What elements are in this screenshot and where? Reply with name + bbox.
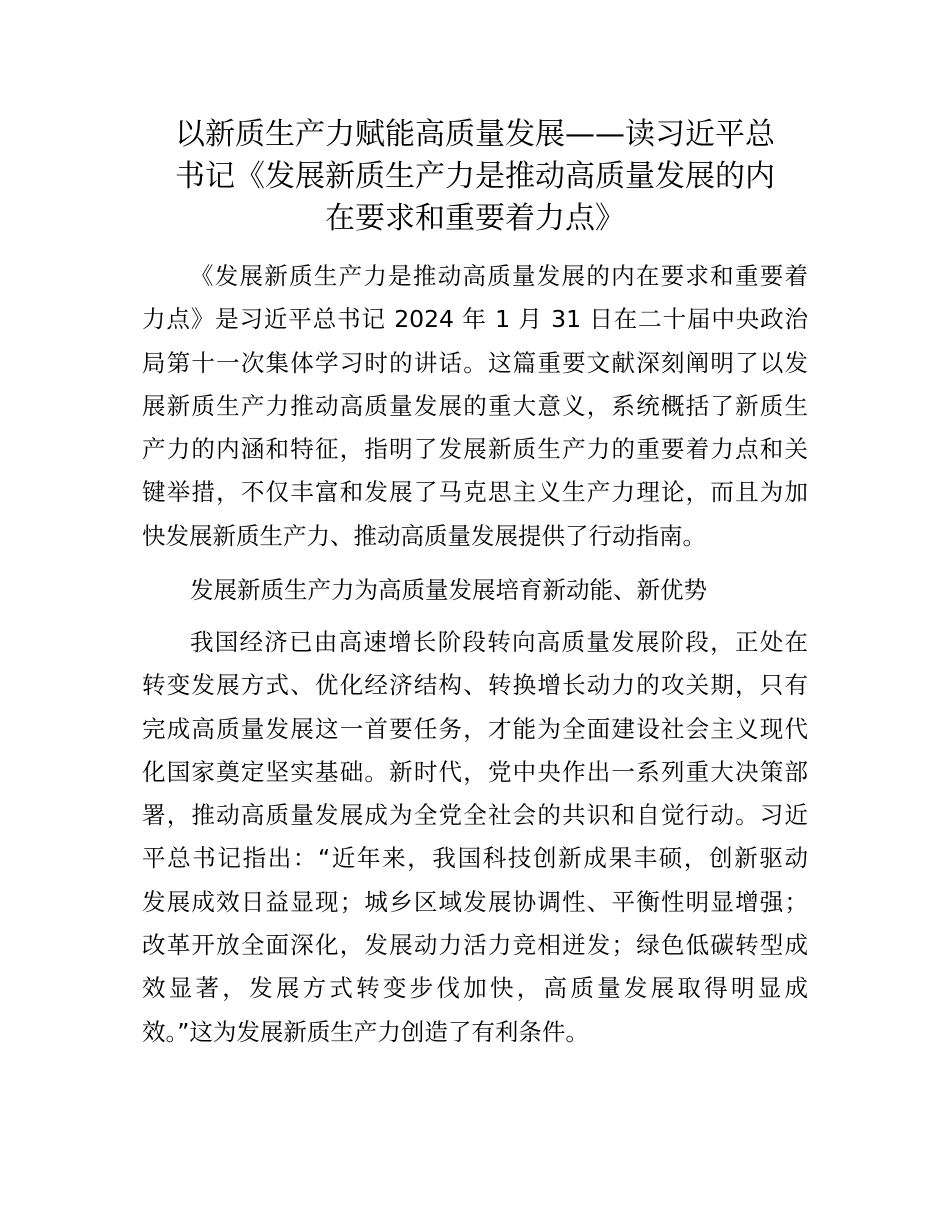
text-line: 力点》是习近平总书记 2024 年 1 月 31 日在二十届中央政治 bbox=[142, 305, 808, 334]
text-line: 展新质生产力推动高质量发展的重大意义，系统概括了新质生 bbox=[142, 391, 808, 420]
text-line: 局第十一次集体学习时的讲话。这篇重要文献深刻阐明了以发 bbox=[142, 348, 808, 377]
title-line: 在要求和重要着力点》 bbox=[325, 201, 625, 236]
title-line: 书记《发展新质生产力是推动高质量发展的内 bbox=[175, 159, 775, 194]
text-line: 完成高质量发展这一首要任务，才能为全面建设社会主义现代 bbox=[142, 714, 808, 743]
text-line: 改革开放全面深化，发展动力活力竞相迸发；绿色低碳转型成 bbox=[142, 931, 808, 960]
paragraph-body bbox=[142, 621, 808, 1054]
section-heading-text: 发展新质生产力为高质量发展培育新动能、新优势 bbox=[190, 576, 707, 604]
text-line: 发展成效日益显现；城乡区域发展协调性、平衡性明显增强； bbox=[142, 887, 808, 916]
text-line: 产力的内涵和特征，指明了发展新质生产力的重要着力点和关 bbox=[142, 435, 808, 464]
text-line: 效显著，发展方式转变步伐加快，高质量发展取得明显成 bbox=[142, 974, 808, 1003]
text-line: 效。”这为发展新质生产力创造了有利条件。 bbox=[142, 1017, 589, 1046]
text-line: 键举措，不仅丰富和发展了马克思主义生产力理论，而且为加 bbox=[142, 478, 808, 507]
paragraph-intro bbox=[142, 255, 808, 558]
text-line: 化国家奠定坚实基础。新时代，党中央作出一系列重大决策部 bbox=[142, 757, 808, 786]
text-line: 快发展新质生产力、推动高质量发展提供了行动指南。 bbox=[142, 521, 706, 550]
document-title bbox=[140, 114, 810, 240]
text-line: 平总书记指出：“近年来，我国科技创新成果丰硕，创新驱动 bbox=[142, 844, 808, 873]
title-line: 以新质生产力赋能高质量发展——读习近平总 bbox=[175, 117, 775, 152]
text-line: 署，推动高质量发展成为全党全社会的共识和自觉行动。习近 bbox=[142, 801, 808, 830]
text-line: 我国经济已由高速增长阶段转向高质量发展阶段，正处在 bbox=[190, 628, 808, 656]
text-line: 转变发展方式、优化经济结构、转换增长动力的攻关期，只有 bbox=[142, 671, 808, 700]
section-heading bbox=[142, 569, 808, 612]
text-line: 《发展新质生产力是推动高质量发展的内在要求和重要着 bbox=[190, 262, 808, 290]
